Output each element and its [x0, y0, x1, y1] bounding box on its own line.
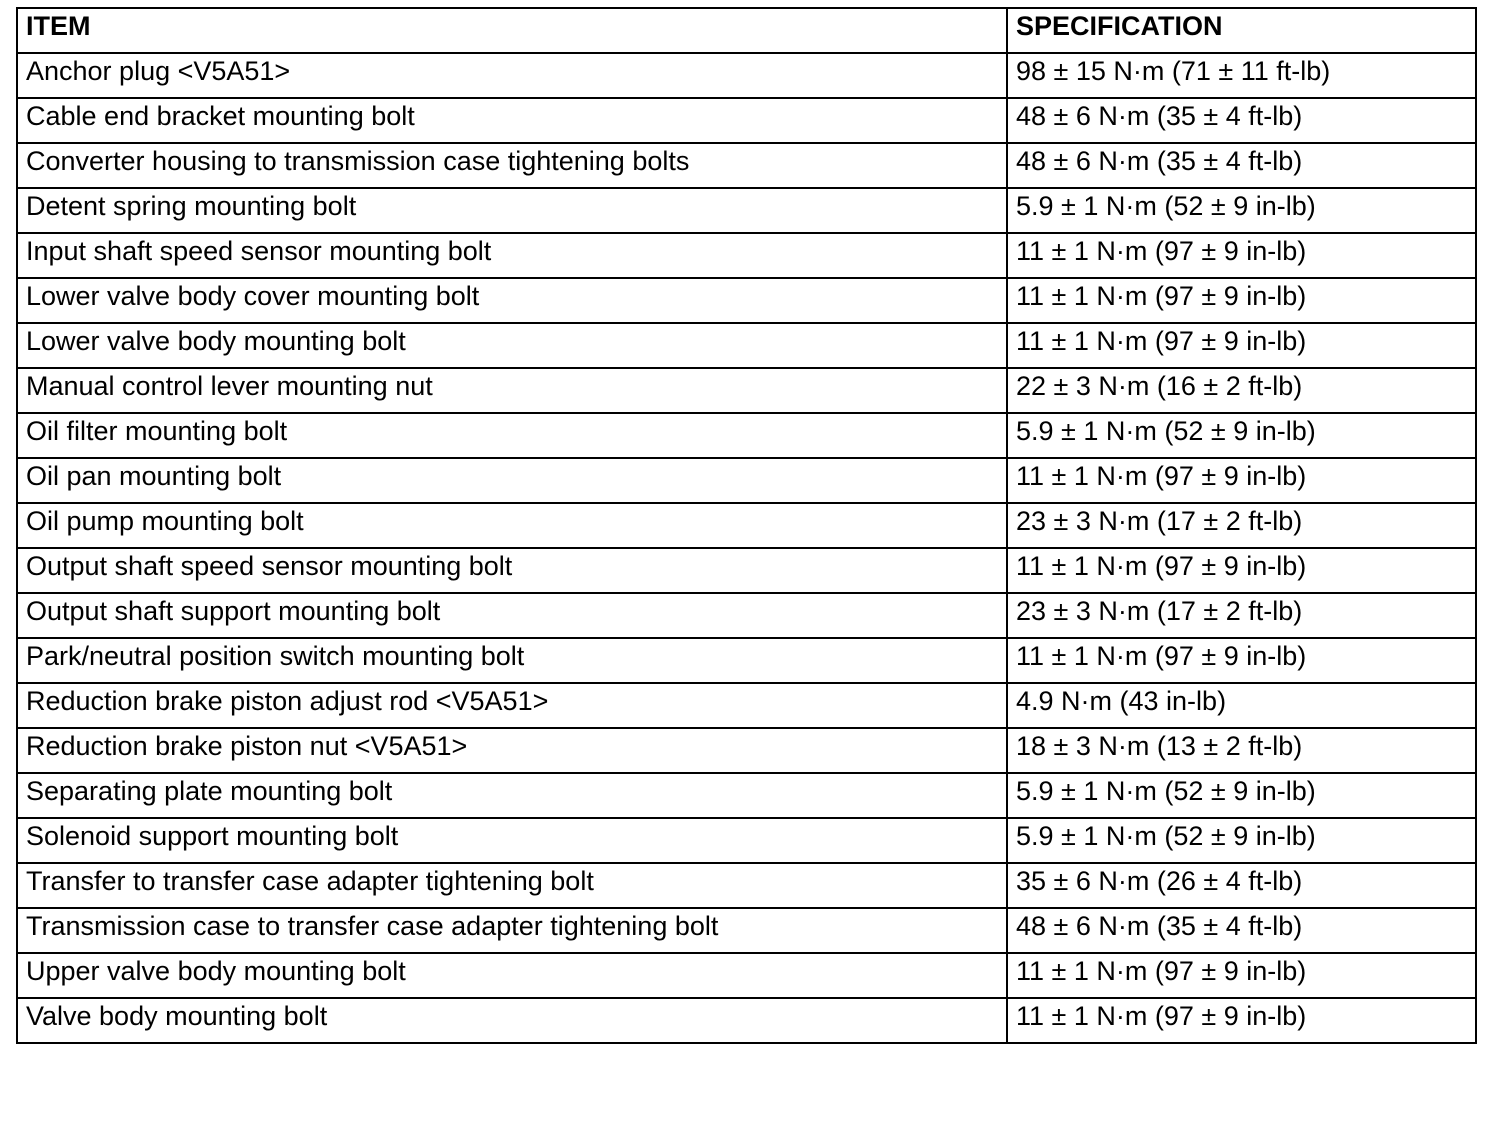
item-cell: Oil pump mounting bolt	[17, 503, 1007, 548]
spec-cell: 5.9 ± 1 N·m (52 ± 9 in-lb)	[1007, 188, 1476, 233]
table-row	[17, 323, 1476, 368]
item-cell: Output shaft support mounting bolt	[17, 593, 1007, 638]
table-row	[17, 233, 1476, 278]
spec-cell: 48 ± 6 N·m (35 ± 4 ft-lb)	[1007, 908, 1476, 953]
table-row	[17, 143, 1476, 188]
item-cell: Input shaft speed sensor mounting bolt	[17, 233, 1007, 278]
item-cell: Lower valve body mounting bolt	[17, 323, 1007, 368]
table-row	[17, 953, 1476, 998]
table-row	[17, 683, 1476, 728]
table-row	[17, 548, 1476, 593]
spec-cell: 4.9 N·m (43 in-lb)	[1007, 683, 1476, 728]
spec-cell: 11 ± 1 N·m (97 ± 9 in-lb)	[1007, 638, 1476, 683]
spec-cell: 11 ± 1 N·m (97 ± 9 in-lb)	[1007, 458, 1476, 503]
table-row	[17, 188, 1476, 233]
table-row	[17, 638, 1476, 683]
item-cell: Lower valve body cover mounting bolt	[17, 278, 1007, 323]
spec-cell: 5.9 ± 1 N·m (52 ± 9 in-lb)	[1007, 413, 1476, 458]
table-row	[17, 503, 1476, 548]
item-cell: Valve body mounting bolt	[17, 998, 1007, 1043]
spec-cell: 98 ± 15 N·m (71 ± 11 ft-lb)	[1007, 53, 1476, 98]
table-row	[17, 863, 1476, 908]
table-row	[17, 98, 1476, 143]
spec-cell: 23 ± 3 N·m (17 ± 2 ft-lb)	[1007, 503, 1476, 548]
spec-cell: 5.9 ± 1 N·m (52 ± 9 in-lb)	[1007, 773, 1476, 818]
spec-cell: 11 ± 1 N·m (97 ± 9 in-lb)	[1007, 548, 1476, 593]
item-cell: Output shaft speed sensor mounting bolt	[17, 548, 1007, 593]
spec-cell: 11 ± 1 N·m (97 ± 9 in-lb)	[1007, 953, 1476, 998]
item-cell: Reduction brake piston nut <V5A51>	[17, 728, 1007, 773]
spec-cell: 35 ± 6 N·m (26 ± 4 ft-lb)	[1007, 863, 1476, 908]
table-row	[17, 53, 1476, 98]
spec-cell: 48 ± 6 N·m (35 ± 4 ft-lb)	[1007, 98, 1476, 143]
item-cell: Separating plate mounting bolt	[17, 773, 1007, 818]
table-row	[17, 593, 1476, 638]
item-cell: Cable end bracket mounting bolt	[17, 98, 1007, 143]
item-cell: Detent spring mounting bolt	[17, 188, 1007, 233]
header-row	[17, 8, 1476, 53]
item-cell: Solenoid support mounting bolt	[17, 818, 1007, 863]
spec-cell: 11 ± 1 N·m (97 ± 9 in-lb)	[1007, 233, 1476, 278]
table-row	[17, 368, 1476, 413]
table-row	[17, 908, 1476, 953]
spec-cell: 48 ± 6 N·m (35 ± 4 ft-lb)	[1007, 143, 1476, 188]
table-row	[17, 998, 1476, 1043]
table-body	[17, 53, 1476, 1043]
torque-spec-table	[16, 7, 1477, 1044]
spec-cell: 11 ± 1 N·m (97 ± 9 in-lb)	[1007, 323, 1476, 368]
item-cell: Oil filter mounting bolt	[17, 413, 1007, 458]
item-cell: Manual control lever mounting nut	[17, 368, 1007, 413]
spec-cell: 5.9 ± 1 N·m (52 ± 9 in-lb)	[1007, 818, 1476, 863]
item-cell: Oil pan mounting bolt	[17, 458, 1007, 503]
item-cell: Converter housing to transmission case tightening bolts	[17, 143, 1007, 188]
table-row	[17, 413, 1476, 458]
spec-cell: 11 ± 1 N·m (97 ± 9 in-lb)	[1007, 278, 1476, 323]
header-item: ITEM	[17, 8, 1007, 53]
table-row	[17, 773, 1476, 818]
table-row	[17, 818, 1476, 863]
spec-cell: 11 ± 1 N·m (97 ± 9 in-lb)	[1007, 998, 1476, 1043]
spec-cell: 23 ± 3 N·m (17 ± 2 ft-lb)	[1007, 593, 1476, 638]
item-cell: Transfer to transfer case adapter tightening bolt	[17, 863, 1007, 908]
item-cell: Upper valve body mounting bolt	[17, 953, 1007, 998]
item-cell: Reduction brake piston adjust rod <V5A51>	[17, 683, 1007, 728]
table-row	[17, 278, 1476, 323]
item-cell: Park/neutral position switch mounting bolt	[17, 638, 1007, 683]
header-specification: SPECIFICATION	[1007, 8, 1476, 53]
spec-cell: 22 ± 3 N·m (16 ± 2 ft-lb)	[1007, 368, 1476, 413]
table-row	[17, 728, 1476, 773]
item-cell: Transmission case to transfer case adapter tightening bolt	[17, 908, 1007, 953]
table-row	[17, 458, 1476, 503]
item-cell: Anchor plug <V5A51>	[17, 53, 1007, 98]
spec-cell: 18 ± 3 N·m (13 ± 2 ft-lb)	[1007, 728, 1476, 773]
table-header	[17, 8, 1476, 53]
